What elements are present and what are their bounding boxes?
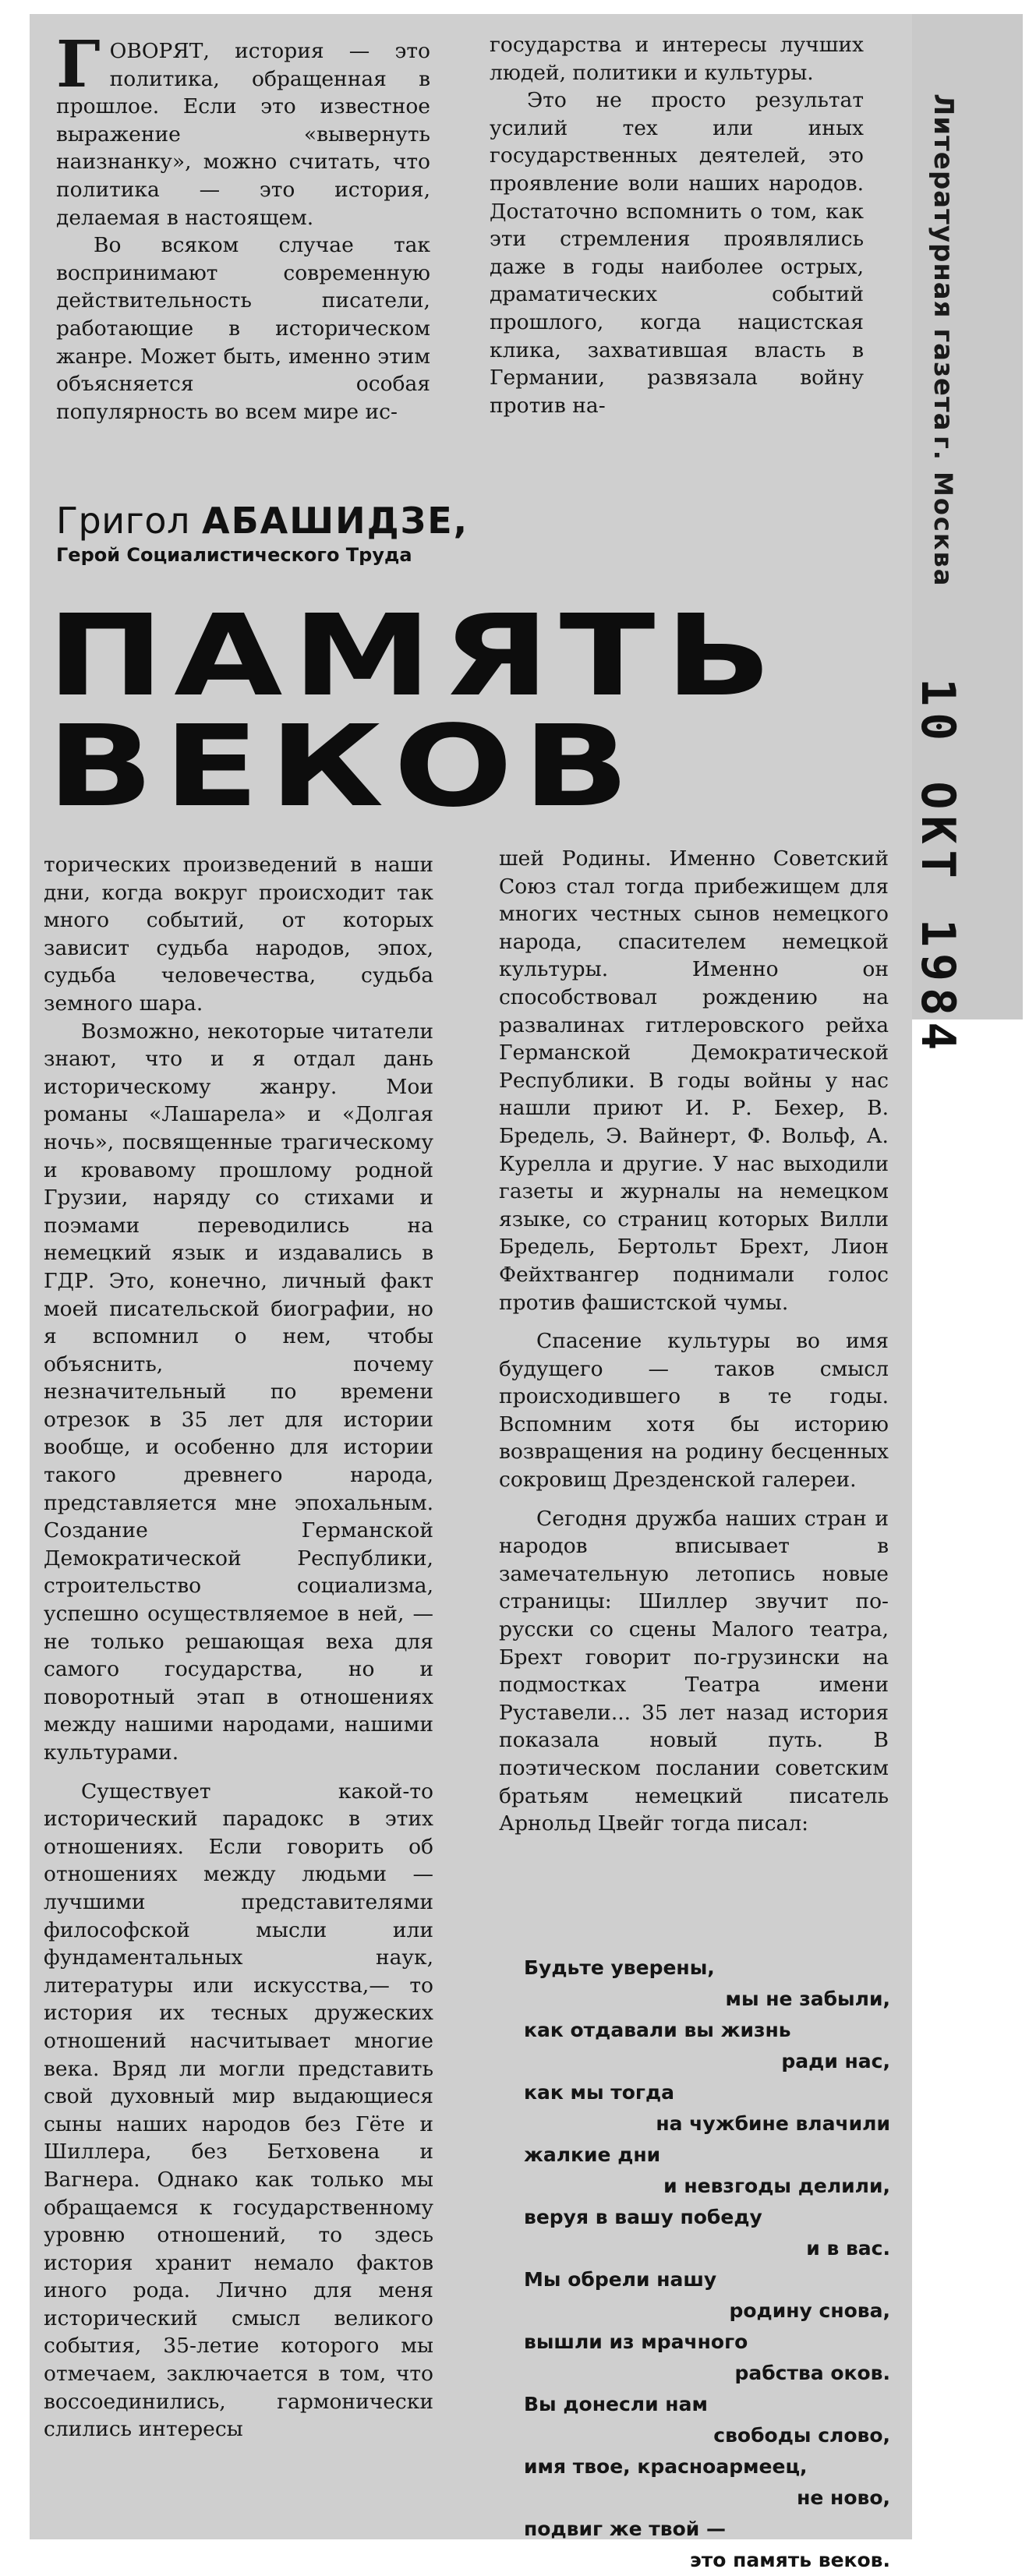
poem-line: Будьте уверены, — [524, 1956, 715, 1979]
stamp-city: г. Москва — [928, 436, 958, 588]
poem — [524, 1952, 890, 2576]
poem-line: мы не забыли, — [725, 1988, 890, 2010]
poem-line: жалкие дни — [524, 2143, 661, 2166]
poem-line: имя твое, красноармеец, — [524, 2455, 808, 2478]
headline-line-1: ПАМЯТЬ — [47, 590, 782, 721]
article-paragraph: Во всяком случае так воспринимают современную действительность писатели, работающие в историческом жанре. Может быть, именно этим объясняется особая популярность во всем мире ис- — [56, 233, 430, 424]
poem-line: родину снова, — [729, 2299, 890, 2322]
poem-line: это память веков. — [689, 2549, 890, 2571]
article-paragraph: шей Родины. Именно Советский Союз стал тогда прибежищем для многих честных сынов немецкого народа, спасителем немецкой культуры. Именно он способствовал рождению на развалинах гитлеровского рейха Германской Демократической Республики. В годы войны у нас нашли приют И. Р. Бехер, В. Бредель, Э. Вайнерт, Ф. Вольф, А. Курелла и другие. У нас выходили газеты и журналы на немецком языке, со страниц которых Вилли Бредель, Бертольт Брехт, Лион Фейхтвангер поднимали голос против фашистской чумы. — [499, 846, 889, 1315]
newspaper-stamp — [928, 94, 959, 588]
article-column-top-right — [490, 31, 864, 419]
drop-cap: Г — [56, 27, 101, 102]
article-paragraph: Это не просто результат усилий тех или иных государственных деятелей, это проявление воли наших народов. Достаточно вспомнить о том, как эти стремления проявлялись даже в годы наиболее острых, драматических событий прошлого, когда нацистская клика, захватившая власть в Германии, развязала войну против на- — [490, 88, 864, 418]
poem-line: вышли из мрачного — [524, 2330, 748, 2353]
poem-line: как отдавали вы жизнь — [524, 2019, 791, 2041]
author-surname: АБАШИДЗЕ, — [202, 500, 469, 542]
article-paragraph — [56, 27, 430, 231]
headline — [47, 590, 924, 832]
poem-line: Вы донесли нам — [524, 2393, 708, 2415]
poem-line: рабства оков. — [734, 2362, 890, 2384]
article-column-top-left — [56, 27, 430, 426]
poem-line: ради нас, — [781, 2050, 890, 2072]
poem-line: веруя в вашу победу — [524, 2206, 762, 2228]
poem-line: и в вас. — [806, 2237, 890, 2260]
article-paragraph: Существует какой-то исторический парадокс в этих отношениях. Если говорить об отношениях между людьми — лучшими представителями философской мысли или фундаментальных наук, литературы или искусства,— то история их тесных дружеских отношений насчитывает многие века. Вряд ли могли представить свой духовный мир выдающиеся сыны наших народов без Гёте и Шиллера, без Бетховена и Вагнера. Однако как только мы обращаемся к государственному уровню отношений, то здесь история хранит немало фактов иного рода. Лично для меня исторический смысл великого события, 35-летие которого мы отмечаем, заключается в том, что воссоединились, гармонически слились интересы — [44, 1779, 433, 2442]
paragraph-text: ОВОРЯТ, история — это политика, обращенная в прошлое. Если это известное выражение «вывернуть наизнанку», можно считать, что политика — это история, делаемая в настоящем. — [56, 39, 430, 230]
poem-line: подвиг же твой — — [524, 2518, 726, 2540]
poem-line: и невзгоды делили, — [663, 2175, 890, 2197]
author-name — [56, 499, 539, 542]
poem-line: на чужбине влачили — [656, 2112, 890, 2135]
article-column-bottom-left — [44, 851, 433, 2443]
poem-line: как мы тогда — [524, 2081, 675, 2104]
author-title: Герой Социалистического Труда — [56, 544, 412, 566]
poem-line: Мы обрели нашу — [524, 2268, 717, 2291]
article-paragraph: Спасение культуры во имя будущего — таков смысл происходившего в те годы. Вспомним хотя бы историю возвращения на родину бесценных сокровищ Дрезденской галереи. — [499, 1329, 889, 1493]
article-paragraph: торических произведений в наши дни, когда вокруг происходит так много событий, от которых зависит судьба народов, эпох, судьба человечества, судьба земного шара. — [44, 853, 433, 1016]
author-first-name: Григол — [56, 500, 190, 542]
stamp-paper-name: Литературная газета — [928, 94, 959, 432]
article-paragraph: Сегодня дружба наших стран и народов вписывает в замечательную летопись новые страницы: Шиллер звучит по-русски со сцены Малого театра, Брехт говорит по-грузински на подмостках Театра имени Руставели... 35 лет назад история показала новый путь. В поэтическом послании советским братьям немецкий писатель Арнольд Цвейг тогда писал: — [499, 1506, 889, 1836]
stamp-date: 10 ОКТ 1984 — [911, 678, 965, 1057]
poem-line: свободы слово, — [713, 2424, 890, 2447]
article-paragraph: государства и интересы лучших людей, политики и культуры. — [490, 33, 864, 85]
article-column-bottom-right — [499, 845, 889, 1838]
poem-line: не ново, — [797, 2486, 890, 2509]
headline-line-2: ВЕКОВ — [47, 701, 639, 832]
article-paragraph: Возможно, некоторые читатели знают, что и я отдал дань историческому жанру. Мои романы «Лашарела» и «Долгая ночь», посвященные трагическому и кровавому прошлому родной Грузии, наряду со стихами и поэмами переводились на немецкий язык и издавались в ГДР. Это, конечно, личный факт моей писательской биографии, но я вспомнил о нем, чтобы объяснить, почему незначительный по времени отрезок в 35 лет для истории вообще, и особенно для истории такого древнего народа, представляется мне эпохальным. Создание Германской Демократической Республики, строительство социализма, успешно осуществляемое в ней, — не только решающая веха для самого государства, но и поворотный этап в отношениях между нашими народами, нашими культурами. — [44, 1019, 433, 1765]
author-byline — [56, 499, 539, 566]
